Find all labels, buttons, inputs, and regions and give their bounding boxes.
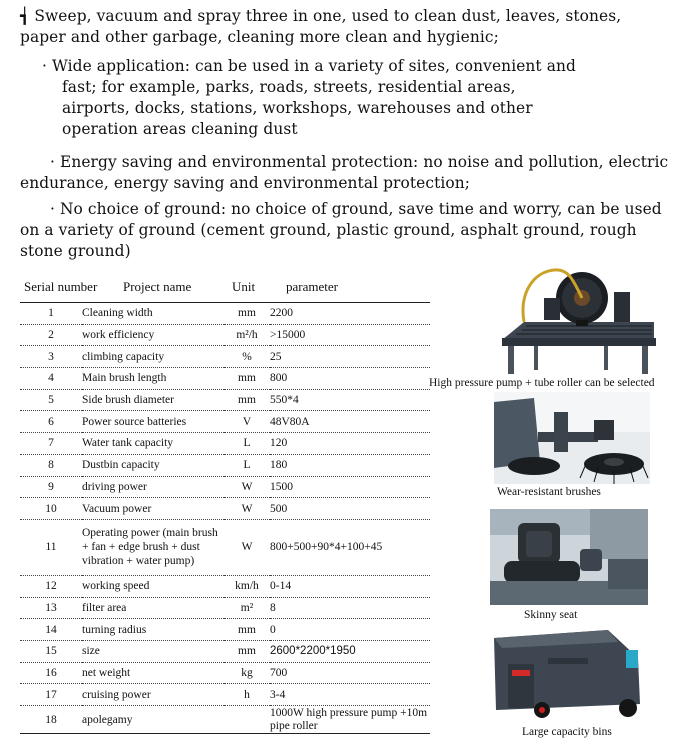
table-row	[20, 519, 430, 575]
row-unit: mm	[224, 303, 270, 325]
pump-tube-roller-caption: High pressure pump + tube roller can be selected	[429, 377, 655, 389]
row-value	[270, 706, 430, 734]
feature-sweep-vacuum-spray: ┪ Sweep, vacuum and spray three in one, used to clean dust, leaves, stones, paper and other garbage, cleaning more clean and hygienic;	[20, 7, 622, 46]
row-value: 2600*2200*1950	[270, 640, 430, 662]
row-number: 5	[20, 389, 82, 411]
row-value: 0	[270, 619, 430, 641]
pump-tube-roller-photo	[494, 262, 664, 374]
row-name: Side brush diameter	[82, 389, 224, 411]
brushes-illustration	[494, 392, 650, 484]
row-number: 12	[20, 575, 82, 597]
row-value: >15000	[270, 324, 430, 346]
row-number: 9	[20, 476, 82, 498]
header-unit: Unit	[232, 279, 256, 294]
row-unit: kg	[224, 662, 270, 684]
feature-wide-application-line1: · Wide application: can be used in a variety of sites, convenient and	[42, 57, 576, 75]
table-row	[20, 619, 430, 641]
header-parameter: parameter	[286, 279, 338, 294]
bins-illustration	[488, 628, 646, 720]
feature-wide-application	[20, 56, 670, 140]
table-row	[20, 454, 430, 476]
row-name: driving power	[82, 476, 224, 498]
bins-caption: Large capacity bins	[522, 726, 612, 738]
row-value: 550*4	[270, 389, 430, 411]
row-value: 48V80A	[270, 411, 430, 433]
table-row	[20, 303, 430, 325]
header-project-name: Project name	[123, 279, 192, 294]
brushes-caption: Wear-resistant brushes	[497, 486, 601, 498]
table-row	[20, 476, 430, 498]
feature-wide-application-rest: fast; for example, parks, roads, streets, residential areas, airports, docks, stations, workshops, warehouses and other operation areas cleaning dust	[62, 78, 533, 138]
pump-tube-roller-illustration	[494, 262, 664, 374]
row-number: 1	[20, 303, 82, 325]
brushes-photo	[494, 392, 650, 484]
row-value: 3-4	[270, 684, 430, 706]
row-name: size	[82, 640, 224, 662]
row-name: working speed	[82, 575, 224, 597]
row-value: 8	[270, 597, 430, 619]
row-value-text: 1000W high pressure pump +10m pipe roller	[270, 706, 428, 732]
row-number: 10	[20, 498, 82, 520]
table-row	[20, 324, 430, 346]
table-row	[20, 346, 430, 368]
row-number: 3	[20, 346, 82, 368]
row-unit: %	[224, 346, 270, 368]
row-value: 180	[270, 454, 430, 476]
row-unit: km/h	[224, 575, 270, 597]
table-row	[20, 575, 430, 597]
feature-no-choice-of-ground	[20, 199, 670, 262]
row-value: 800	[270, 368, 430, 390]
row-unit	[224, 706, 270, 734]
table-row	[20, 662, 430, 684]
row-number: 6	[20, 411, 82, 433]
spec-table	[20, 302, 430, 734]
row-name: net weight	[82, 662, 224, 684]
table-row	[20, 597, 430, 619]
row-unit: m²	[224, 597, 270, 619]
seat-illustration	[490, 509, 648, 605]
row-number: 16	[20, 662, 82, 684]
row-name	[82, 519, 224, 575]
row-name-text: Operating power (main brush + fan + edge brush + dust vibration + water pump)	[82, 527, 218, 568]
table-row	[20, 389, 430, 411]
row-value: 2200	[270, 303, 430, 325]
row-unit: m²/h	[224, 324, 270, 346]
row-unit: L	[224, 433, 270, 455]
row-name: turning radius	[82, 619, 224, 641]
row-unit: V	[224, 411, 270, 433]
row-number: 14	[20, 619, 82, 641]
table-row	[20, 684, 430, 706]
row-number: 17	[20, 684, 82, 706]
row-number: 8	[20, 454, 82, 476]
row-name: Main brush length	[82, 368, 224, 390]
feature-energy-saving	[20, 152, 670, 194]
row-name: Vacuum power	[82, 498, 224, 520]
row-number: 11	[20, 519, 82, 575]
row-unit: W	[224, 519, 270, 575]
row-name: filter area	[82, 597, 224, 619]
row-number: 13	[20, 597, 82, 619]
table-row	[20, 368, 430, 390]
row-number: 15	[20, 640, 82, 662]
row-name: apolegamy	[82, 706, 224, 734]
row-name: Dustbin capacity	[82, 454, 224, 476]
seat-caption: Skinny seat	[524, 609, 578, 621]
table-row	[20, 433, 430, 455]
row-unit: W	[224, 498, 270, 520]
row-unit: h	[224, 684, 270, 706]
row-name: work efficiency	[82, 324, 224, 346]
table-row	[20, 498, 430, 520]
row-value: 0-14	[270, 575, 430, 597]
row-name: Cleaning width	[82, 303, 224, 325]
feature-no-choice-of-ground-text: · No choice of ground: no choice of ground, save time and worry, can be used on a variety of ground (cement ground, plastic ground, asphalt ground, rough stone ground)	[20, 200, 662, 260]
bins-photo	[488, 628, 646, 720]
row-value: 120	[270, 433, 430, 455]
row-value: 1500	[270, 476, 430, 498]
feature-energy-saving-text: · Energy saving and environmental protection: no noise and pollution, electric endurance, energy saving and environmental protection;	[20, 153, 669, 192]
row-value: 700	[270, 662, 430, 684]
row-unit: mm	[224, 368, 270, 390]
row-name: Power source batteries	[82, 411, 224, 433]
table-row	[20, 706, 430, 734]
row-unit: W	[224, 476, 270, 498]
row-unit: L	[224, 454, 270, 476]
row-number: 18	[20, 706, 82, 734]
row-name: Water tank capacity	[82, 433, 224, 455]
row-value: 500	[270, 498, 430, 520]
row-unit: mm	[224, 619, 270, 641]
row-name: cruising power	[82, 684, 224, 706]
row-name: climbing capacity	[82, 346, 224, 368]
row-value: 25	[270, 346, 430, 368]
row-number: 4	[20, 368, 82, 390]
row-unit: mm	[224, 389, 270, 411]
table-row	[20, 640, 430, 662]
row-number: 7	[20, 433, 82, 455]
row-number: 2	[20, 324, 82, 346]
table-row	[20, 411, 430, 433]
row-unit: mm	[224, 640, 270, 662]
header-serial-number: Serial number	[24, 279, 98, 294]
seat-photo	[490, 509, 648, 605]
row-value: 800+500+90*4+100+45	[270, 519, 430, 575]
